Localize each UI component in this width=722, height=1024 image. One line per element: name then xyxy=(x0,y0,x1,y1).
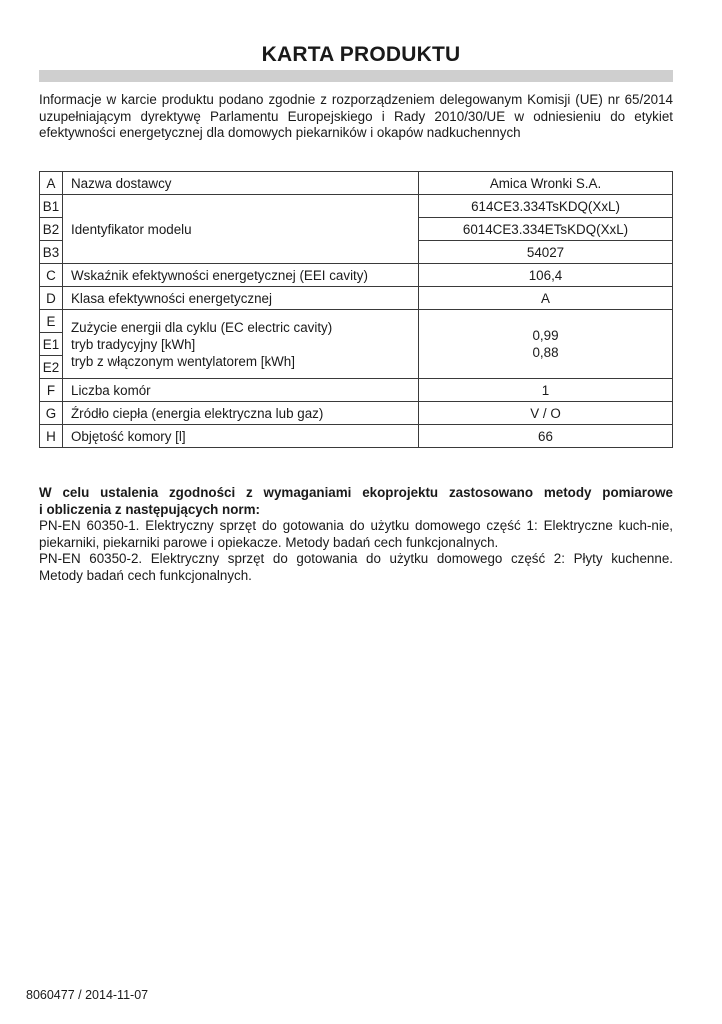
label-line: Zużycie energii dla cyklu (EC electric cavity) xyxy=(71,319,333,335)
row-code: D xyxy=(40,287,63,310)
row-value: 54027 xyxy=(419,241,673,264)
row-label xyxy=(63,310,419,379)
table-row xyxy=(40,379,673,402)
row-value: V / O xyxy=(419,402,673,425)
methods-section xyxy=(39,485,673,584)
row-value: Amica Wronki S.A. xyxy=(419,172,673,195)
document-footer: 8060477 / 2014-11-07 xyxy=(26,988,149,1002)
row-value: 66 xyxy=(419,425,673,448)
table-row xyxy=(40,310,673,333)
methods-heading: i obliczenia z następujących norm: xyxy=(39,501,260,517)
table-row xyxy=(40,425,673,448)
row-value: 1 xyxy=(419,379,673,402)
row-code: B3 xyxy=(40,241,63,264)
row-value: A xyxy=(419,287,673,310)
row-value xyxy=(419,310,673,379)
title-divider xyxy=(39,70,673,82)
row-code: B2 xyxy=(40,218,63,241)
row-label: Objętość komory [l] xyxy=(63,425,419,448)
product-spec-table xyxy=(39,171,673,448)
row-code: F xyxy=(40,379,63,402)
norm-line: Metody badań cech funkcjonalnych. xyxy=(39,567,252,583)
table-row xyxy=(40,264,673,287)
row-code: E2 xyxy=(40,356,63,379)
methods-heading: W celu ustalenia zgodności z wymaganiami ekoprojektu zastosowano metody pomiarowe xyxy=(39,485,673,500)
row-label: Nazwa dostawcy xyxy=(63,172,419,195)
row-code: G xyxy=(40,402,63,425)
norm-line: PN-EN 60350-2. Elektryczny sprzęt do gotowania do użytku domowego część 2: Płyty kuchenne. xyxy=(39,551,673,566)
row-code: B1 xyxy=(40,195,63,218)
intro-line: uzupełniającym dyrektywę Parlamentu Europejskiego i Rady 2010/30/UE w odniesieniu do etykiet xyxy=(39,108,673,124)
row-code: A xyxy=(40,172,63,195)
value-line: 0,99 xyxy=(532,328,559,343)
page-title: KARTA PRODUKTU xyxy=(261,43,461,66)
value-line: 0,88 xyxy=(532,345,559,360)
row-code: E xyxy=(40,310,63,333)
row-label: Liczba komór xyxy=(63,379,419,402)
row-label: Klasa efektywności energetycznej xyxy=(63,287,419,310)
table-row xyxy=(40,287,673,310)
norm-line: piekarniki, piekarniki parowe i opiekacze. Metody badań cech funkcjonalnych. xyxy=(39,534,499,550)
row-code: H xyxy=(40,425,63,448)
norm-line: PN-EN 60350-1. Elektryczny sprzęt do gotowania do użytku domowego część 1: Elektryczne kuch-nie, xyxy=(39,518,673,533)
row-label: Wskaźnik efektywności energetycznej (EEI cavity) xyxy=(63,264,419,287)
row-value: 6014CE3.334ETsKDQ(XxL) xyxy=(419,218,673,241)
label-line: tryb tradycyjny [kWh] xyxy=(71,336,196,352)
row-code: E1 xyxy=(40,333,63,356)
table-row xyxy=(40,402,673,425)
row-label: Źródło ciepła (energia elektryczna lub gaz) xyxy=(63,402,419,425)
row-code: C xyxy=(40,264,63,287)
intro-line: efektywności energetycznej dla domowych piekarników i okapów nadkuchennych xyxy=(39,125,521,140)
table-row xyxy=(40,195,673,218)
table-row xyxy=(40,172,673,195)
row-value: 106,4 xyxy=(419,264,673,287)
intro-paragraph xyxy=(39,92,673,142)
row-label: Identyfikator modelu xyxy=(63,195,419,264)
label-line: tryb z włączonym wentylatorem [kWh] xyxy=(71,353,295,369)
intro-line: Informacje w karcie produktu podano zgodnie z rozporządzeniem delegowanym Komisji (UE) nr 65/2014 xyxy=(39,92,673,107)
row-value: 614CE3.334TsKDQ(XxL) xyxy=(419,195,673,218)
